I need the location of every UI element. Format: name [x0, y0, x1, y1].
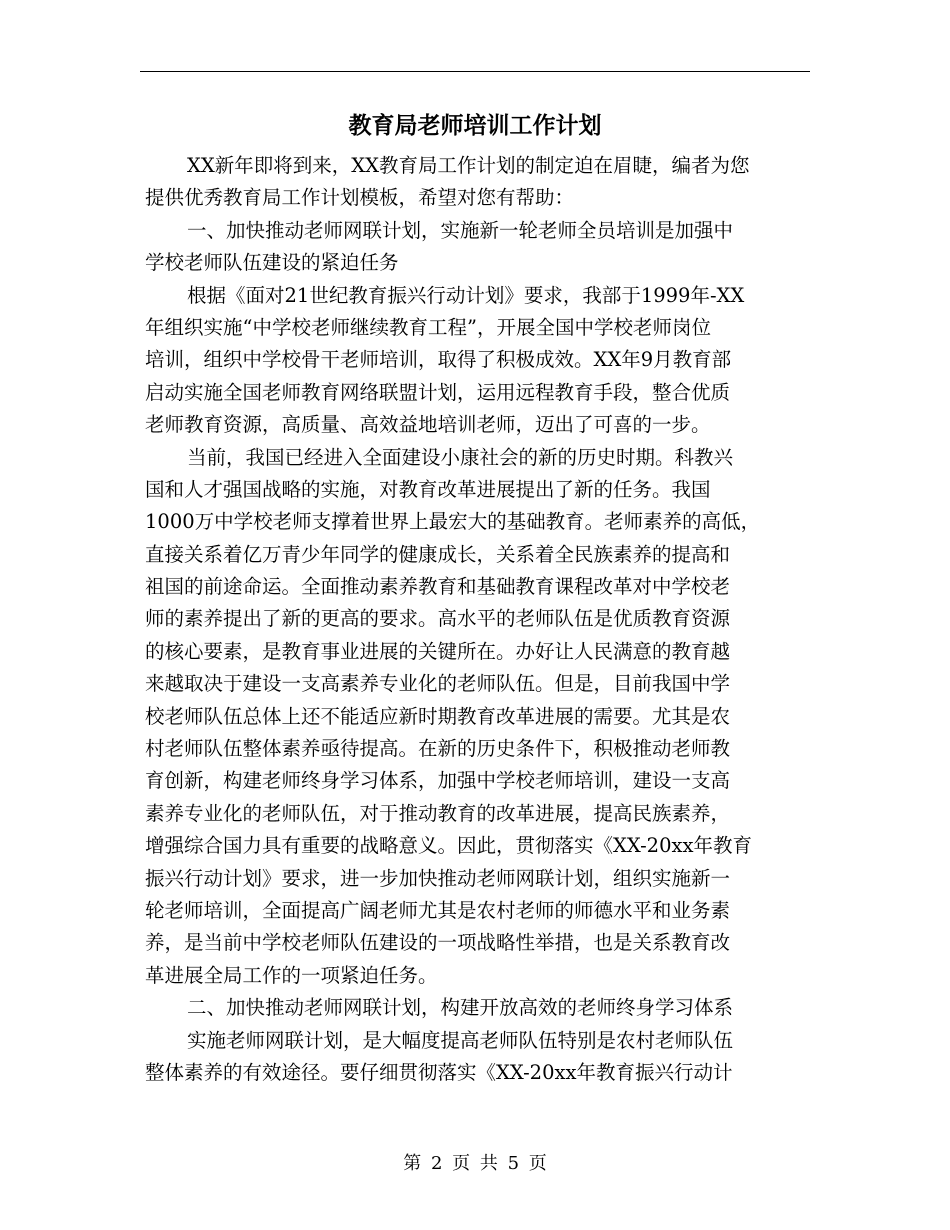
- body-text-line: 直接关系着亿万青少年同学的健康成长，关系着全民族素养的提高和: [145, 542, 731, 566]
- body-text-line: XX新年即将到来，XX教育局工作计划的制定迫在眉睫，编者为您: [187, 154, 750, 177]
- body-text-line: 老师教育资源，高质量、高效益地培训老师，迈出了可喜的一步。: [145, 413, 711, 437]
- body-text-line: 师的素养提出了新的更高的要求。高水平的老师队伍是优质教育资源: [145, 607, 731, 631]
- body-text-line: 革进展全局工作的一项紧迫任务。: [145, 963, 438, 987]
- body-text-line: 根据《面对21世纪教育振兴行动计划》要求，我部于1999年-XX: [187, 283, 745, 307]
- body-text-line: 振兴行动计划》要求，进一步加快推动老师网联计划，组织实施新一: [145, 866, 731, 890]
- body-text-line: 1000万中学校老师支撑着世界上最宏大的基础教育。老师素养的高低，: [145, 510, 761, 534]
- body-text-line: 二、加快推动老师网联计划，构建开放高效的老师终身学习体系: [187, 996, 734, 1020]
- body-text-line: 素养专业化的老师队伍，对于推动教育的改革进展，提高民族素养，: [145, 801, 731, 825]
- body-text-line: 学校老师队伍建设的紧迫任务: [145, 251, 399, 275]
- body-text-line: 年组织实施“中学校老师继续教育工程”，开展全国中学校老师岗位: [145, 315, 711, 339]
- body-text-line: 来越取决于建设一支高素养专业化的老师队伍。但是，目前我国中学: [145, 672, 731, 696]
- body-text-line: 的核心要素，是教育事业进展的关键所在。办好让人民满意的教育越: [145, 639, 731, 663]
- body-text-line: 增强综合国力具有重要的战略意义。因此，贯彻落实《XX-20xx年教育: [145, 834, 752, 858]
- body-text-line: 提供优秀教育局工作计划模板，希望对您有帮助：: [145, 186, 575, 210]
- body-text-line: 培训，组织中学校骨干老师培训，取得了积极成效。XX年9月教育部: [145, 348, 732, 372]
- document-title: 教育局老师培训工作计划: [348, 112, 602, 139]
- body-text-line: 实施老师网联计划，是大幅度提高老师队伍特别是农村老师队伍: [187, 1028, 734, 1052]
- body-text-line: 养，是当前中学校老师队伍建设的一项战略性举措，也是关系教育改: [145, 931, 731, 955]
- body-text-line: 祖国的前途命运。全面推动素养教育和基础教育课程改革对中学校老: [145, 575, 731, 599]
- body-text-line: 当前，我国已经进入全面建设小康社会的新的历史时期。科教兴: [187, 445, 734, 469]
- body-text-line: 轮老师培训，全面提高广阔老师尤其是农村老师的师德水平和业务素: [145, 898, 731, 922]
- body-text-line: 整体素养的有效途径。要仔细贯彻落实《XX-20xx年教育振兴行动计: [145, 1060, 733, 1084]
- body-text-line: 育创新，构建老师终身学习体系，加强中学校老师培训，建设一支高: [145, 769, 731, 793]
- body-text-line: 国和人才强国战略的实施，对教育改革进展提出了新的任务。我国: [145, 477, 711, 501]
- header-rule: [140, 71, 810, 72]
- body-text-line: 校老师队伍总体上还不能适应新时期教育改革进展的需要。尤其是农: [145, 704, 731, 728]
- page-footer: 第 2 页 共 5 页: [403, 1153, 547, 1174]
- body-text-line: 启动实施全国老师教育网络联盟计划，运用远程教育手段，整合优质: [145, 380, 731, 404]
- document-body: [145, 150, 805, 1089]
- body-text-line: 村老师队伍整体素养亟待提高。在新的历史条件下，积极推动老师教: [145, 737, 731, 761]
- body-text-line: 一、加快推动老师网联计划，实施新一轮老师全员培训是加强中: [187, 218, 734, 242]
